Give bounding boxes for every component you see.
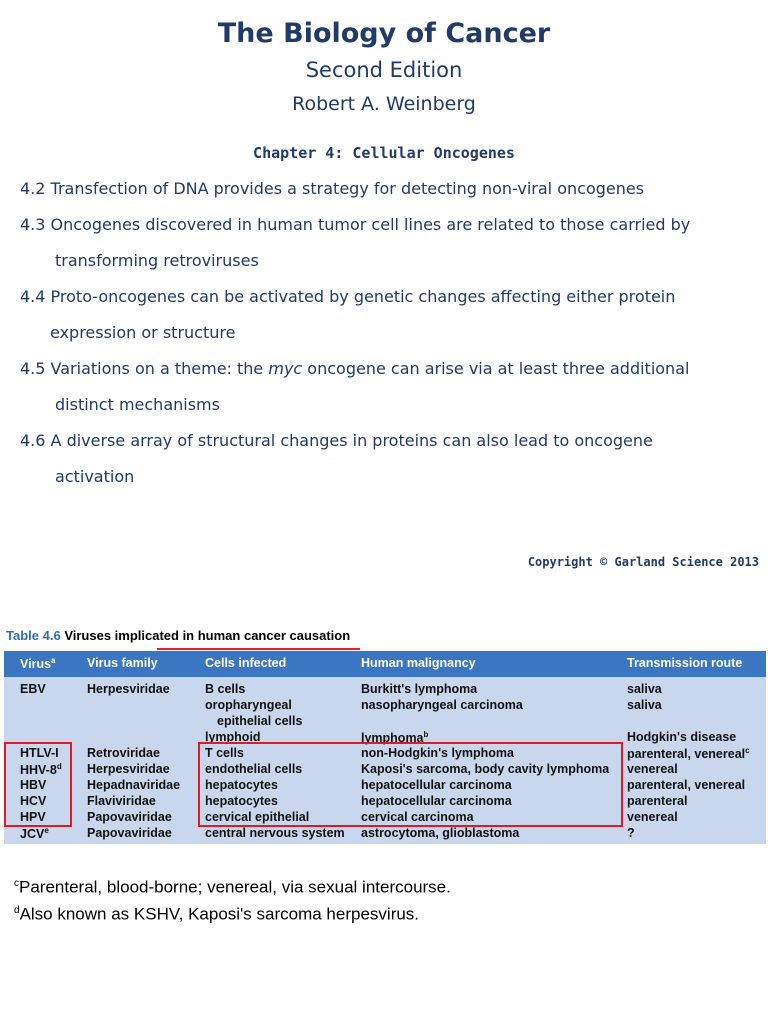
highlight-virus-column	[4, 742, 72, 827]
cell-route: saliva	[627, 682, 662, 696]
cell-malignancy: lymphoma$^b$	[361, 730, 429, 746]
book-title: The Biology of Cancer	[217, 18, 551, 49]
section-4-5-cont: distinct mechanisms	[55, 395, 220, 414]
cell-family: Papovaviridae	[87, 826, 172, 840]
cell-family: Papovaviridae	[87, 810, 172, 824]
cell-cells: T cells	[205, 746, 244, 760]
cell-virus: HPV	[20, 810, 46, 824]
footnote-c: $^c$Parenteral, blood-borne; venereal, via sexual intercourse.	[14, 877, 451, 897]
table-title: Viruses implicated in human cancer causation	[64, 628, 351, 643]
cell-malignancy: cervical carcinoma	[361, 810, 474, 824]
chapter-heading: Chapter 4: Cellular Oncogenes	[253, 144, 515, 162]
cell-cells: central nervous system	[205, 826, 345, 840]
cell-family: Herpesviridae	[87, 762, 170, 776]
section-4-3: 4.3 Oncogenes discovered in human tumor cell lines are related to those carried by	[20, 215, 691, 234]
header-cells-infected: Cells infected	[205, 656, 287, 670]
header-virus: Virus$^a$	[20, 656, 56, 672]
cell-family: Herpesviridae	[87, 682, 170, 696]
cell-malignancy: non-Hodgkin's lymphoma	[361, 746, 514, 760]
cell-route: parenteral, venereal	[627, 778, 746, 792]
cell-route: parenteral	[627, 794, 688, 808]
cell-malignancy: hepatocellular carcinoma	[361, 794, 512, 808]
cell-cells: B cells	[205, 682, 246, 696]
cell-cells: oropharyngeal	[205, 698, 292, 712]
cell-route: saliva	[627, 698, 662, 712]
table-footnotes	[14, 872, 451, 925]
section-4-5-post: oncogene can arise via at least three additional	[302, 359, 690, 378]
cell-cells: epithelial cells	[217, 714, 303, 728]
highlight-cells-malignancy	[198, 742, 623, 827]
cell-cells: cervical epithelial	[205, 810, 310, 824]
book-edition: Second Edition	[305, 58, 463, 82]
section-4-3-cont: transforming retroviruses	[55, 251, 259, 270]
cell-cells: endothelial cells	[205, 762, 303, 776]
cell-virus: HHV-8$^d$	[20, 762, 62, 778]
table-caption	[6, 628, 350, 643]
section-4-6-cont: activation	[55, 467, 135, 486]
cell-virus: EBV	[20, 682, 46, 696]
cell-virus: HTLV-I	[20, 746, 59, 760]
section-list	[20, 178, 760, 502]
cell-virus: HCV	[20, 794, 47, 808]
section-4-5	[20, 358, 760, 394]
copyright-notice: Copyright © Garland Science 2013	[527, 555, 759, 569]
caption-red-underline	[157, 648, 360, 650]
section-4-6: 4.6 A diverse array of structural changes in proteins can also lead to oncogene	[20, 431, 653, 450]
cell-cells: hepatocytes	[205, 794, 278, 808]
cell-route: parenteral, venereal$^c$	[627, 746, 750, 762]
section-4-5-pre: 4.5 Variations on a theme: the	[20, 359, 269, 378]
cell-malignancy: astrocytoma, glioblastoma	[361, 826, 520, 840]
cell-family: Hepadnaviridae	[87, 778, 181, 792]
table-header-row	[4, 651, 766, 677]
table-number: Table 4.6	[6, 628, 61, 643]
cell-cells: hepatocytes	[205, 778, 278, 792]
header-virus-family: Virus family	[87, 656, 158, 670]
section-4-2: 4.2 Transfection of DNA provides a strategy for detecting non-viral oncogenes	[20, 179, 645, 198]
cell-family: Retroviridae	[87, 746, 160, 760]
cell-cells: lymphoid	[205, 730, 261, 744]
book-author: Robert A. Weinberg	[292, 93, 476, 115]
section-4-4: 4.4 Proto-oncogenes can be activated by genetic changes affecting either protein	[20, 287, 676, 306]
cell-route: Hodgkin's disease	[627, 730, 737, 744]
cell-family: Flaviviridae	[87, 794, 156, 808]
cell-virus: JCV$^e$	[20, 826, 49, 842]
footnote-d: $^d$Also known as KSHV, Kaposi's sarcoma herpesvirus.	[14, 904, 420, 924]
cell-virus: HBV	[20, 778, 47, 792]
cell-malignancy: hepatocellular carcinoma	[361, 778, 512, 792]
myc-gene-name: myc	[268, 359, 303, 378]
header-human-malignancy: Human malignancy	[361, 656, 476, 670]
cell-route: ?	[627, 826, 635, 840]
cell-route: venereal	[627, 762, 678, 776]
section-4-4-cont: expression or structure	[50, 323, 236, 342]
cell-route: venereal	[627, 810, 678, 824]
cell-malignancy: nasopharyngeal carcinoma	[361, 698, 523, 712]
cell-malignancy: Kaposi's sarcoma, body cavity lymphoma	[361, 762, 610, 776]
cell-malignancy: Burkitt's lymphoma	[361, 682, 478, 696]
header-transmission-route: Transmission route	[627, 656, 743, 670]
